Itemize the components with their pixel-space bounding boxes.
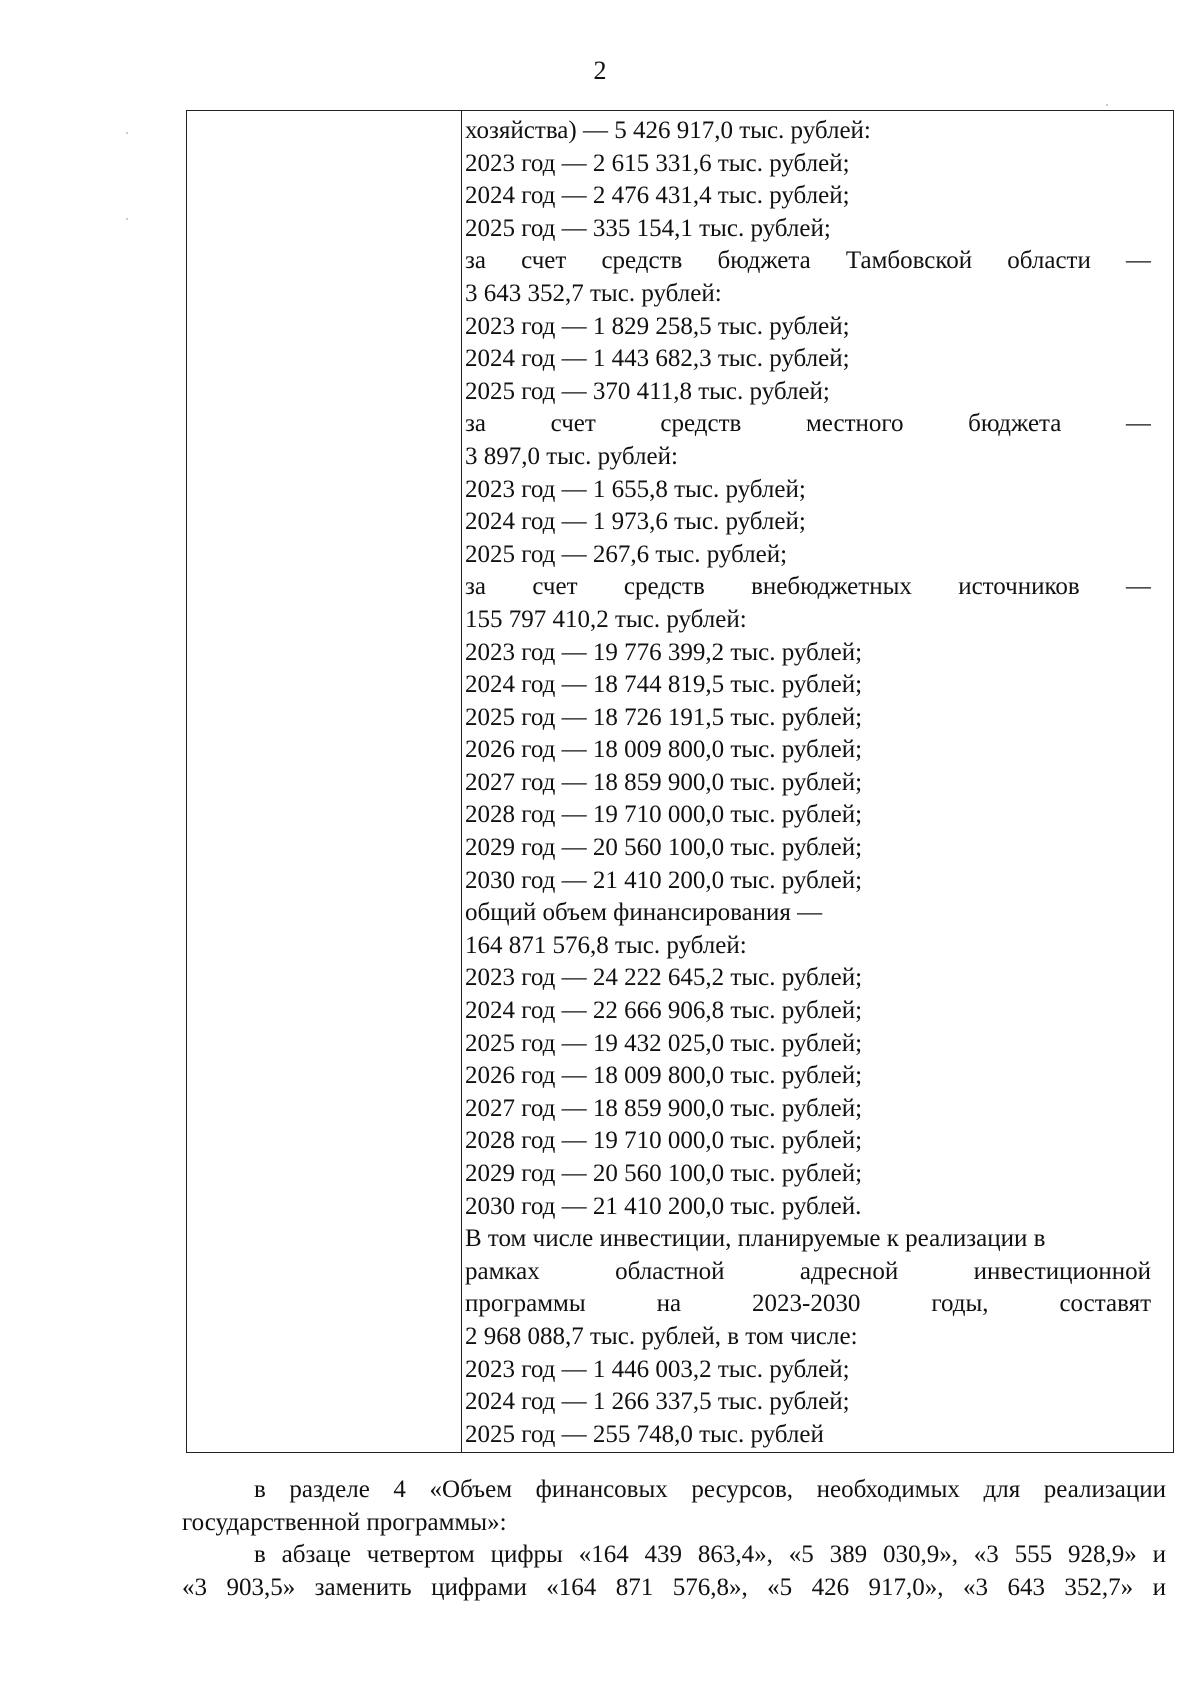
financing-table: [186, 110, 1174, 1453]
table-line: рамках областной адресной инвестиционной: [465, 1257, 1151, 1285]
table-line: 2026 год — 18 009 800,0 тыс. рублей;: [465, 736, 863, 764]
table-line: 2026 год — 18 009 800,0 тыс. рублей;: [465, 1062, 863, 1090]
table-line: 2023 год — 19 776 399,2 тыс. рублей;: [465, 638, 863, 666]
table-line: 2025 год — 18 726 191,5 тыс. рублей;: [465, 703, 863, 731]
scan-speck: [126, 132, 128, 134]
table-line: 2024 год — 2 476 431,4 тыс. рублей;: [465, 182, 850, 210]
financing-cell: [465, 115, 1151, 1451]
table-line: хозяйства) — 5 426 917,0 тыс. рублей:: [465, 117, 871, 144]
table-line: 2023 год — 2 615 331,6 тыс. рублей;: [465, 149, 850, 177]
table-line: 2 968 088,7 тыс. рублей, в том числе:: [465, 1322, 858, 1350]
table-line: В том числе инвестиции, планируемые к реализации в: [465, 1225, 1046, 1253]
table-line: 164 871 576,8 тыс. рублей:: [465, 931, 747, 959]
table-line: 3 643 352,7 тыс. рублей:: [465, 279, 722, 307]
paragraph-line: в абзаце четвертом цифры «164 439 863,4», «5 389 030,9», «3 555 928,9» и: [254, 1541, 1166, 1569]
table-line: 2023 год — 1 655,8 тыс. рублей;: [465, 475, 806, 503]
page-number: 2: [593, 56, 607, 85]
table-line: 2023 год — 24 222 645,2 тыс. рублей;: [465, 964, 863, 992]
table-line: 2024 год — 18 744 819,5 тыс. рублей;: [465, 671, 863, 699]
table-line: 2024 год — 22 666 906,8 тыс. рублей;: [465, 997, 863, 1025]
table-line: 2029 год — 20 560 100,0 тыс. рублей;: [465, 1160, 863, 1187]
table-line: 2024 год — 1 443 682,3 тыс. рублей;: [465, 345, 850, 373]
table-line: 155 797 410,2 тыс. рублей:: [465, 605, 747, 633]
scan-speck: [126, 218, 128, 220]
table-line: 2025 год — 370 411,8 тыс. рублей;: [465, 377, 830, 405]
table-line: за счет средств внебюджетных источников —: [465, 573, 1151, 601]
table-line: 2027 год — 18 859 900,0 тыс. рублей;: [465, 768, 863, 796]
table-line: 2025 год — 255 748,0 тыс. рублей: [465, 1420, 824, 1448]
scan-speck: [1106, 104, 1108, 106]
table-line: 2024 год — 1 973,6 тыс. рублей;: [465, 508, 806, 536]
paragraph-line: в разделе 4 «Объем финансовых ресурсов, необходимых для реализации: [254, 1476, 1166, 1503]
table-line: общий объем финансирования —: [465, 899, 823, 927]
table-line: 2025 год — 19 432 025,0 тыс. рублей;: [465, 1029, 863, 1057]
table-line: 2030 год — 21 410 200,0 тыс. рублей;: [465, 866, 863, 894]
table-line: 2029 год — 20 560 100,0 тыс. рублей;: [465, 834, 863, 862]
table-line: 2025 год — 335 154,1 тыс. рублей;: [465, 214, 831, 242]
table-line: 2028 год — 19 710 000,0 тыс. рублей;: [465, 1127, 863, 1155]
table-line: за счет средств бюджета Тамбовской области —: [465, 247, 1151, 275]
column-divider: [461, 111, 462, 1452]
table-line: 2024 год — 1 266 337,5 тыс. рублей;: [465, 1388, 850, 1416]
table-line: 2030 год — 21 410 200,0 тыс. рублей.: [465, 1192, 862, 1220]
table-line: 2027 год — 18 859 900,0 тыс. рублей;: [465, 1094, 863, 1122]
table-line: 3 897,0 тыс. рублей:: [465, 442, 678, 470]
table-line: 2025 год — 267,6 тыс. рублей;: [465, 540, 788, 568]
table-line: программы на 2023-2030 годы, составят: [465, 1290, 1151, 1318]
table-line: 2023 год — 1 446 003,2 тыс. рублей;: [465, 1355, 850, 1383]
paragraph-line: «3 903,5» заменить цифрами «164 871 576,8», «5 426 917,0», «3 643 352,7» и: [182, 1573, 1166, 1601]
table-line: за счет средств местного бюджета —: [465, 410, 1151, 438]
table-line: 2028 год — 19 710 000,0 тыс. рублей;: [465, 801, 863, 829]
amendment-text: [182, 1474, 1166, 1604]
paragraph-line: государственной программы»:: [182, 1508, 507, 1536]
table-line: 2023 год — 1 829 258,5 тыс. рублей;: [465, 312, 850, 340]
